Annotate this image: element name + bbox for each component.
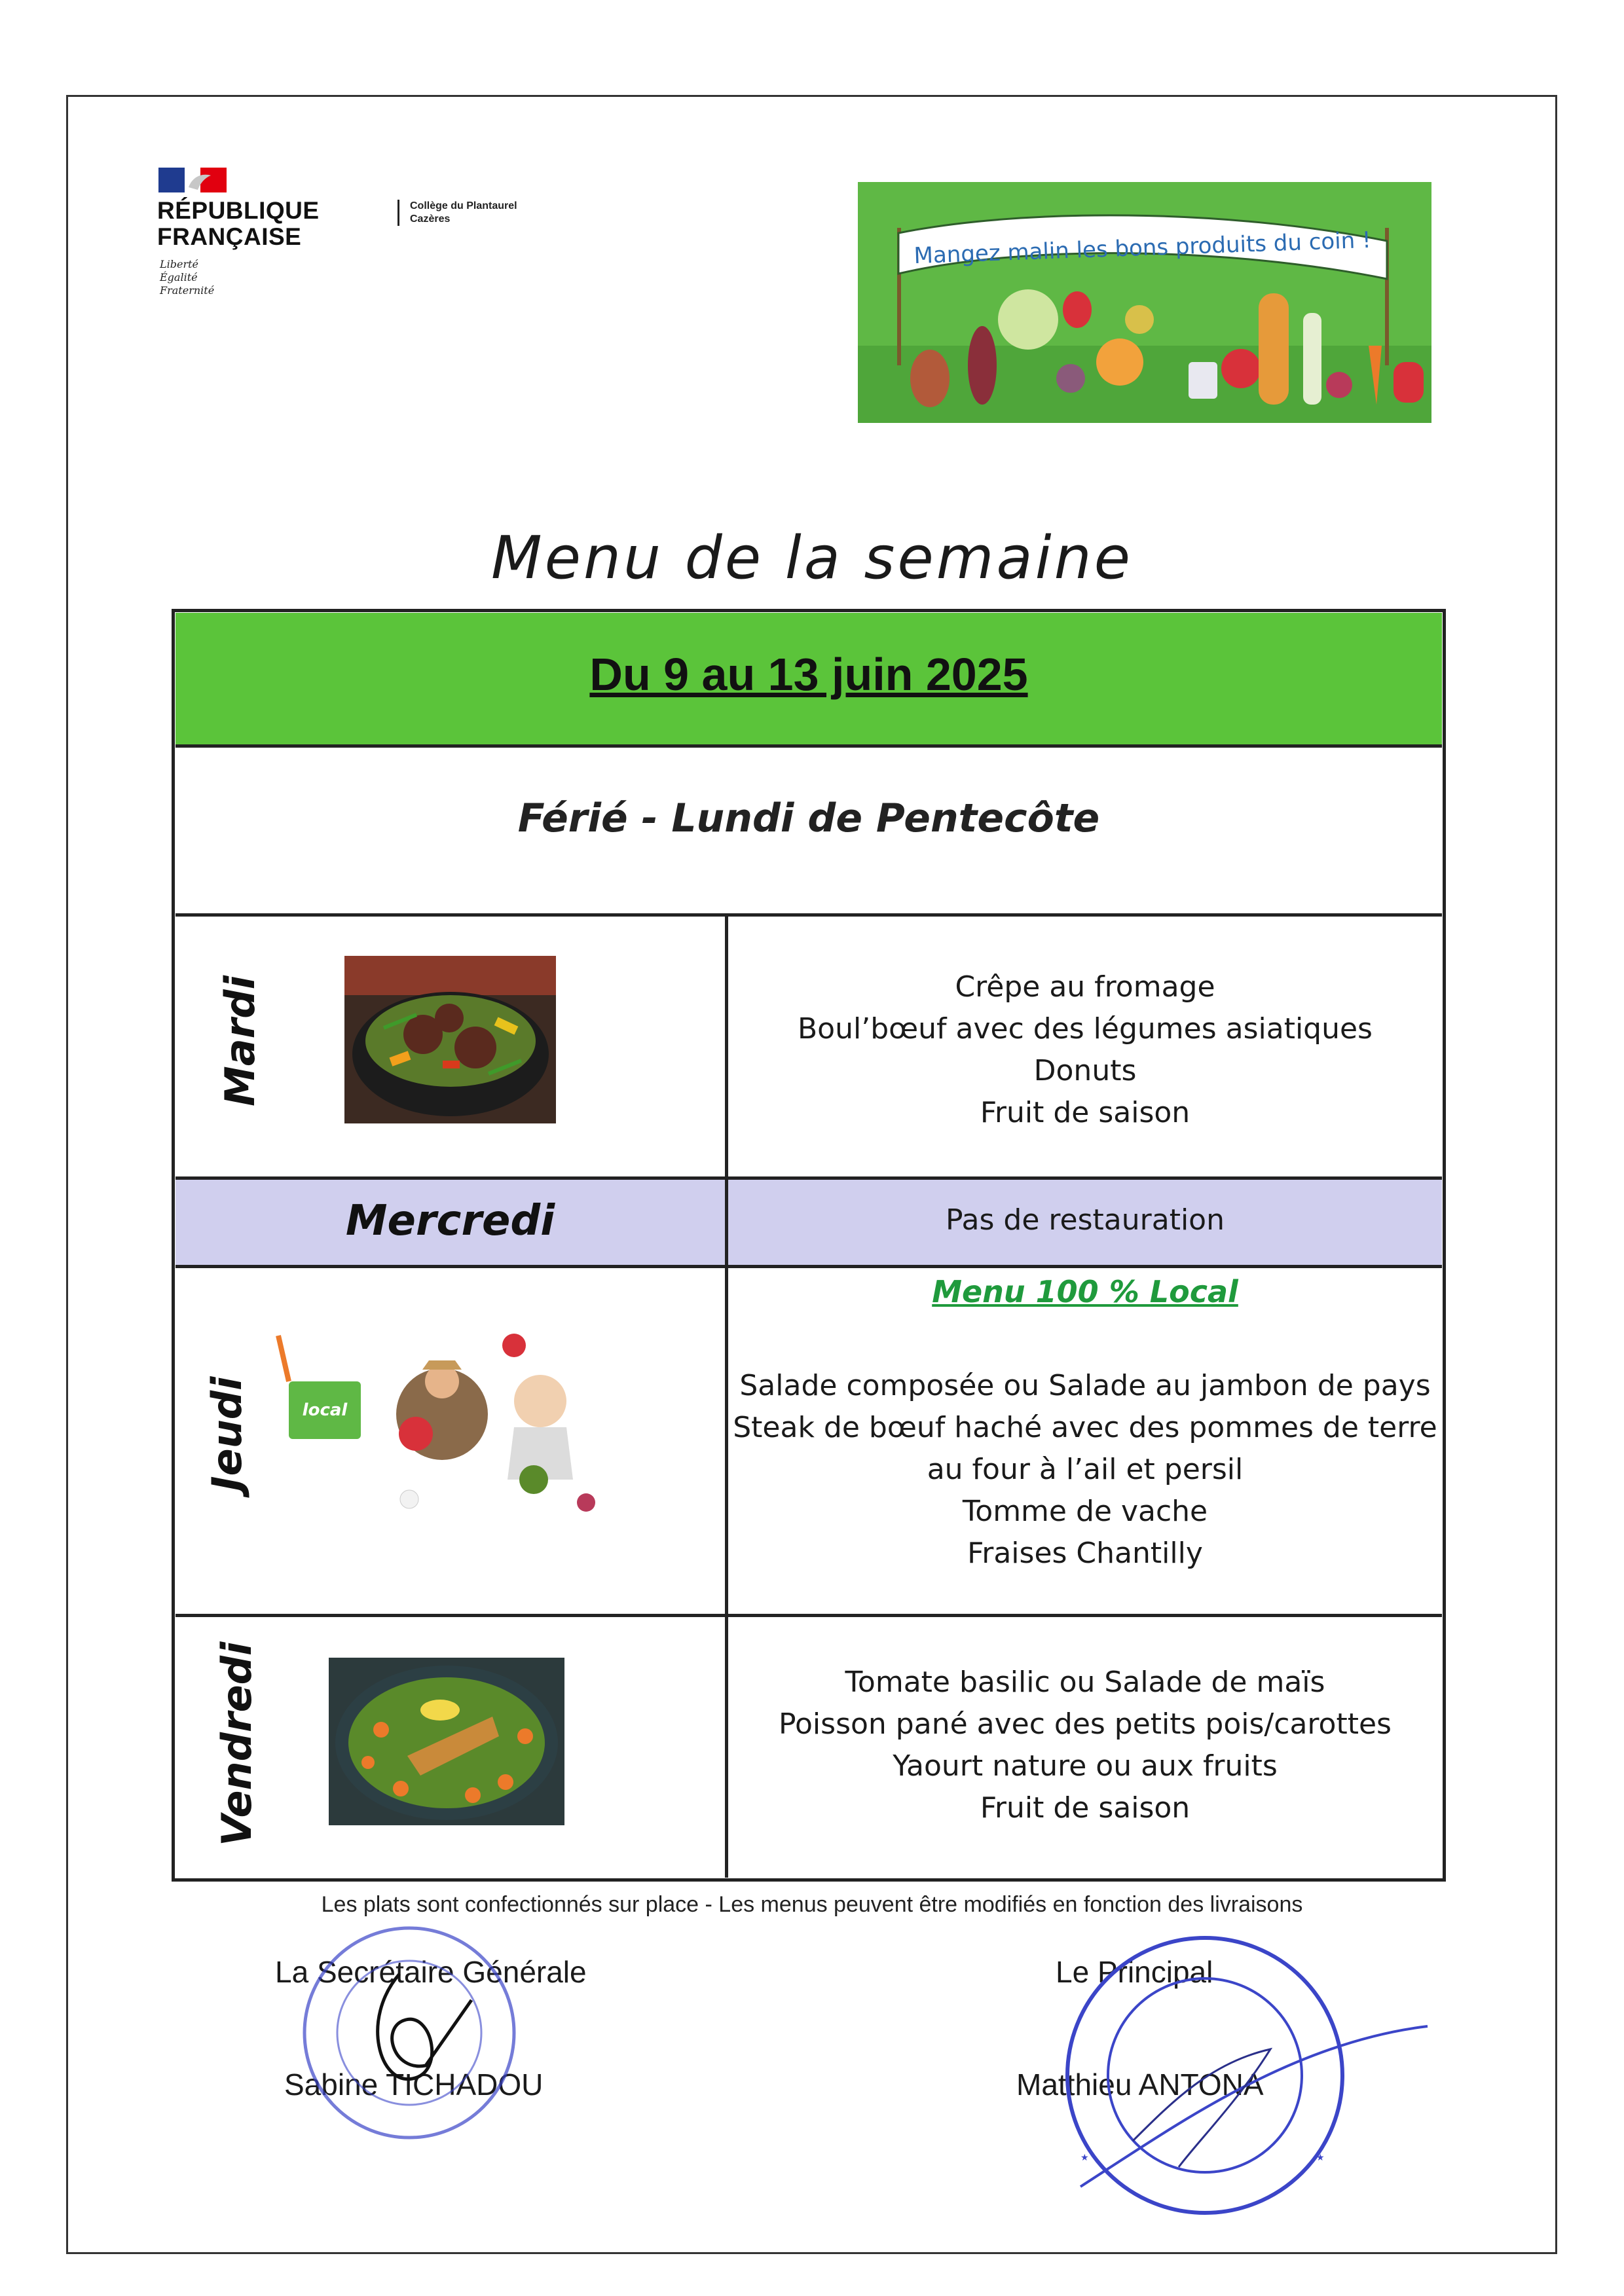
menu-item: Fruit de saison <box>980 1096 1190 1129</box>
republic-motto: Liberté Égalité Fraternité <box>160 258 215 297</box>
menu-item: au four à l’ail et persil <box>927 1453 1244 1486</box>
left-signatory-role: La Secrétaire Générale <box>275 1955 587 1989</box>
school-stamp-left <box>282 1915 544 2151</box>
day-label-wednesday: Mercredi <box>345 1197 555 1245</box>
svg-text:local: local <box>302 1400 348 1420</box>
menu-item: Donuts <box>1033 1054 1137 1087</box>
thursday-menu <box>728 1365 1442 1575</box>
menu-item: Tomme de vache <box>962 1495 1208 1528</box>
day-label-thursday: Jeudi <box>203 1376 251 1491</box>
fish-peas-photo <box>329 1658 564 1825</box>
row-divider <box>175 1265 1442 1268</box>
right-signatory-name: Matthieu ANTONA <box>1016 2068 1264 2102</box>
local-menu-highlight: Menu 100 % Local <box>932 1274 1238 1309</box>
menu-item: Tomate basilic ou Salade de maïs <box>845 1666 1325 1699</box>
svg-text:★: ★ <box>1080 2153 1089 2163</box>
school-stamp-right <box>1041 1931 1434 2232</box>
footer-note: Les plats sont confectionnés sur place - Les menus peuvent être modifiés en fonction des livraisons <box>321 1892 1303 1917</box>
republique-francaise-wordmark: RÉPUBLIQUE FRANÇAISE <box>157 197 320 250</box>
marianne-flag-logo <box>158 168 227 192</box>
local-food-illustration <box>265 1309 632 1525</box>
menu-item: Fruit de saison <box>980 1791 1190 1825</box>
menu-item: Fraises Chantilly <box>967 1537 1203 1570</box>
menu-item: Yaourt nature ou aux fruits <box>893 1749 1278 1783</box>
friday-menu <box>728 1662 1442 1829</box>
menu-item: Crêpe au fromage <box>955 970 1215 1004</box>
left-signatory-name: Sabine TICHADOU <box>284 2068 544 2102</box>
wednesday-note: Pas de restauration <box>946 1203 1225 1237</box>
local-products-banner <box>858 182 1431 423</box>
week-dates: Du 9 au 13 juin 2025 <box>589 649 1028 700</box>
banner-slogan: Mangez malin les bons produits du coin ! <box>913 227 1372 270</box>
tuesday-menu <box>728 966 1442 1134</box>
row-divider <box>175 913 1442 917</box>
day-label-tuesday: Mardi <box>216 975 264 1106</box>
right-signatory-role: Le Principal <box>1056 1955 1213 1989</box>
menu-item: Steak de bœuf haché avec des pommes de terre <box>733 1411 1437 1444</box>
menu-item: Poisson pané avec des petits pois/carottes <box>779 1707 1392 1741</box>
meatball-bowl-photo <box>344 956 556 1123</box>
menu-item: Salade composée ou Salade au jambon de pays <box>739 1369 1431 1402</box>
college-name: Collège du Plantaurel Cazères <box>397 200 517 226</box>
day-label-friday: Vendredi <box>213 1641 261 1846</box>
menu-item: Boul’bœuf avec des légumes asiatiques <box>798 1012 1373 1046</box>
svg-text:★: ★ <box>1316 2153 1325 2163</box>
page-title: Menu de la semaine <box>490 524 1134 592</box>
row-divider <box>175 1614 1442 1617</box>
monday-holiday-note: Férié - Lundi de Pentecôte <box>517 795 1100 841</box>
row-divider <box>175 1176 1442 1180</box>
